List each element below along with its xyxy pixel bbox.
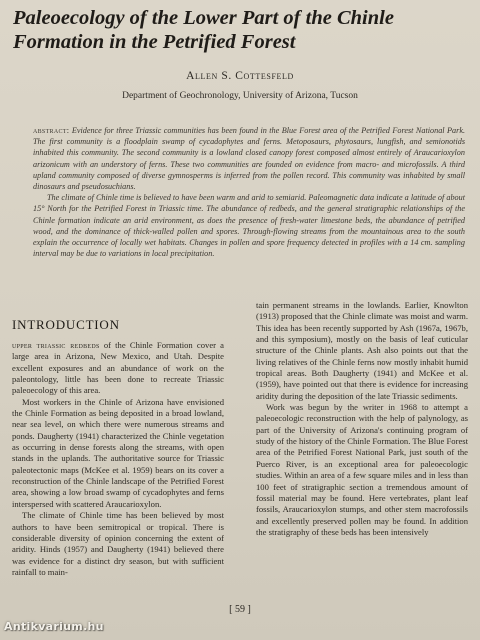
abstract-text-1: Evidence for three Triassic communities has been found in the Blue Forest area of the Petrified Forest National Park. The first community is a floodplain swamp of cycadophytes and ferns. Metoposaurs, phytosaurs, lungfish, and semionotids inhabited this community. The second community is a lowland closed canopy forest composed almost entirely of Araucarioxylon arizonicum with an understory of ferns. These two communities are founded on evidence from macro- and microfossils. A third upland community composed of diverse gymnosperms is inferred from the pollen record. This community was inhabited by small dinosaurs and pseudosuchians.: [33, 126, 466, 192]
page-number: [ 59 ]: [229, 604, 251, 615]
body-paragraph: The climate of Chinle time has been believed by most authors to have been semitropical or tropical. There is considerable diversity of opinion concerning the extent of aridity. Hinds (1957) and Daugherty (1941) believed there was evidence for a distinct dry season, but with sufficient rainfall to main-: [12, 510, 224, 577]
abstract: [33, 125, 465, 259]
body-paragraph: [12, 340, 224, 397]
author-affiliation: Department of Geochronology, University of Arizona, Tucson: [122, 91, 358, 101]
body-paragraph: Most workers in the Chinle of Arizona have envisioned the Chinle Formation as being deposited in a broad lowland, near sea level, on which there were numerous streams and ponds. Daugherty (1941) characterized the Chinle vegetation as occurring in dense forests along the streams, with open stands in the uplands. The authoritative source for Triassic paleotectonic maps (McKee et al. 1959) bears on its cover a reconstruction of the Chinle landscape of the Petrified Forest area, showing a low broad swamp of cycadophytes and ferns interspersed with scattered Araucarioxylon.: [12, 396, 224, 509]
body-text: of the Chinle Formation cover a large area in Arizona, New Mexico, and Utah. Despite excellent exposures and an abundance of work on the paleontology, little has been done to recreate Triassic paleoecology of this area.: [12, 340, 224, 396]
abstract-label: abstract:: [33, 126, 70, 135]
body-paragraph: Work was begun by the writer in 1968 to attempt a paleoecologic reconstruction with the help of palynology, as part of the University of Arizona's continuing program of study of the history of the Chinle Formation. The Blue Forest area of the Petrified Forest National Park, just south of the Puerco River, is an exceptional area for paleoecologic studies. Within an area of a few square miles and in less than 100 feet of stratigraphic section a tremendous amount of fossil material may be found. Here vertebrates, plant leaf fossils, Araucarioxylon stumps, and other stem macrofossils and excellently preserved pollen may be found. In addition the stratigraphy of these beds has been intensively: [256, 402, 468, 537]
abstract-paragraph-2: The climate of Chinle time is believed to have been warm and arid to semiarid. Paleomagnetic data indicate a latitude of about 15° North for the Petrified Forest in Triassic time. The abundance of redbeds, and the general stratigraphic relationships of the Chinle formation indicate an arid environment, as does the presence of fresh-water limestone beds, the abundance of petrified wood, and the dominance of thick-walled pollen and spores. Through-flowing streams from the mountainous area to the south explain the occurrence of locally wet habitats. Changes in pollen and spore frequency detected in profiles with a 14 cm. sampling interval may be due to variations in local precipitation.: [33, 193, 465, 259]
abstract-paragraph-1: [33, 125, 465, 192]
body-paragraph: tain permanent streams in the lowlands. Earlier, Knowlton (1913) proposed that the Chinle climate was moist and warm. This idea has been recently supported by Ash (1967a, 1967b, and this symposium), mostly on the basis of leaf cuticular structure of the Chinle plants. Ash also points out that the living relatives of the Chinle ferns now mostly inhabit humid tropical areas. Both Daugherty (1941) and McKee et al. (1959), have pointed out that there is evidence for increasing aridity during the deposition of the late Triassic sediments.: [256, 300, 468, 401]
article-title: Paleoecology of the Lower Part of the Chinle Formation in the Petrified Forest: [13, 7, 394, 53]
opening-words: upper triassic redbeds: [12, 340, 100, 350]
body-column-left: [12, 340, 224, 578]
body-column-right: [256, 300, 468, 538]
author-name: Allen S. Cottesfeld: [186, 70, 294, 82]
section-heading-introduction: INTRODUCTION: [12, 317, 120, 332]
watermark: Antikvarium.hu: [4, 620, 104, 633]
